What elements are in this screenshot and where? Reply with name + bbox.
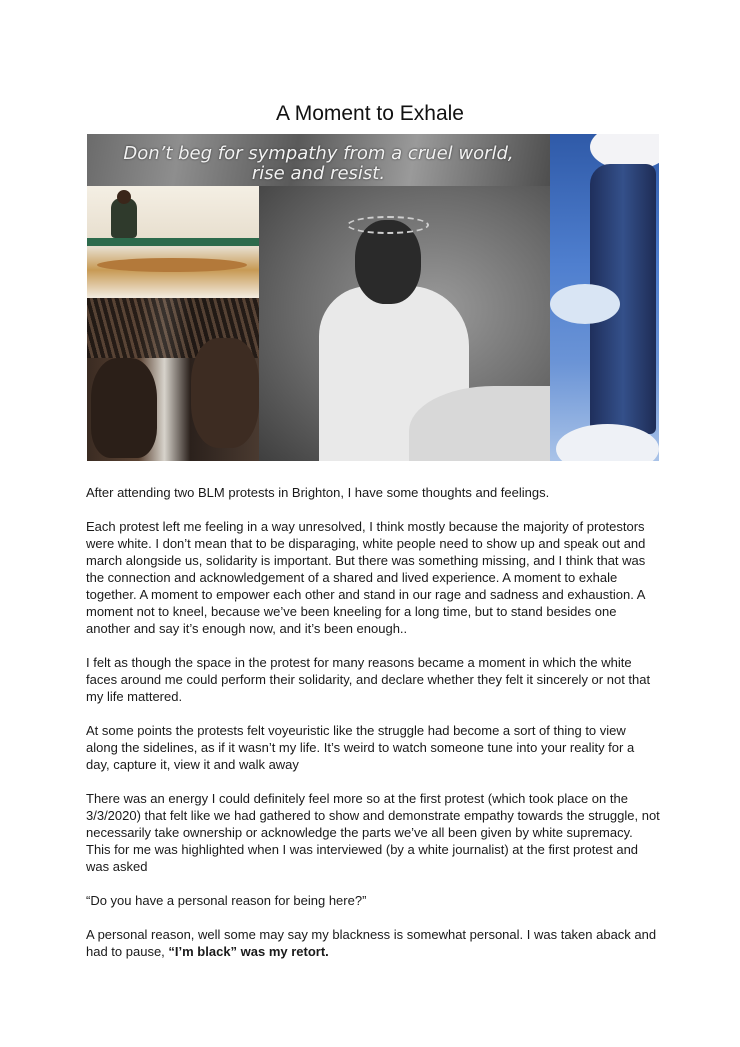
paragraph-final — [86, 926, 660, 960]
cloud-middle — [550, 284, 620, 324]
paragraph: I felt as though the space in the protest for many reasons became a moment in which the white faces around me could perform their solidarity, and declare whether they felt it sincerely or not that my life mattered. — [86, 655, 651, 704]
paragraph: Each protest left me feeling in a way unresolved, I think mostly because the majority of protestors were white. I don’t mean that to be disparaging, white people need to show up and speak out and march alongside us, solidarity is important. But there was something missing, and I think that was the connection and acknowledgement of a shared and lived experience. A moment to exhale together. A moment to empower each other and stand in our rage and sadness and exhaustion. A moment not to kneel, because we’ve been kneeling for a long time, but to stand besides one another and say it’s enough now, and it’s been enough.. — [86, 519, 646, 636]
article-body — [86, 484, 660, 977]
collage-panel-figure — [87, 186, 259, 298]
paragraph: At some points the protests felt voyeuristic like the struggle had become a sort of thing to view along the sidelines, as if it wasn’t my life. It’s weird to watch someone tune into your reality for a day, capture it, view it and walk away — [86, 723, 635, 772]
collage-banner — [87, 134, 550, 186]
retort-bold: “I’m black” was my retort. — [168, 944, 329, 959]
collage-panel-portrait — [259, 186, 550, 461]
collage-panel-faces — [87, 298, 259, 461]
thorn-crown — [347, 216, 429, 234]
banner-line-1: Don’t beg for sympathy from a cruel world, — [123, 143, 514, 164]
collage-image — [87, 134, 659, 461]
banner-caption — [87, 144, 550, 184]
paragraph: There was an energy I could definitely feel more so at the first protest (which took place on the 3/3/2020) that felt like we had gathered to show and demonstrate empathy towards the struggle, not necessarily take ownership or acknowledge the parts we’ve all been given by white supremacy. This for me was highlighted when I was interviewed (by a white journalist) at the first protest and was asked — [86, 791, 660, 874]
page-title: A Moment to Exhale — [276, 102, 464, 125]
figure-silhouette — [111, 198, 137, 238]
collage-panel-sky — [550, 134, 659, 461]
banner-line-2: rise and resist. — [251, 163, 386, 184]
paragraph: “Do you have a personal reason for being here?” — [86, 893, 367, 908]
figure-head — [117, 190, 131, 204]
face-left — [91, 358, 157, 458]
paragraph-text: A personal reason, well some may say my blackness is somewhat personal. I was taken aback and had to pause, — [86, 927, 657, 959]
paragraph: After attending two BLM protests in Brighton, I have some thoughts and feelings. — [86, 485, 550, 500]
face-right — [191, 338, 259, 448]
panel-wave — [97, 258, 247, 272]
panel-stripe — [87, 238, 259, 246]
